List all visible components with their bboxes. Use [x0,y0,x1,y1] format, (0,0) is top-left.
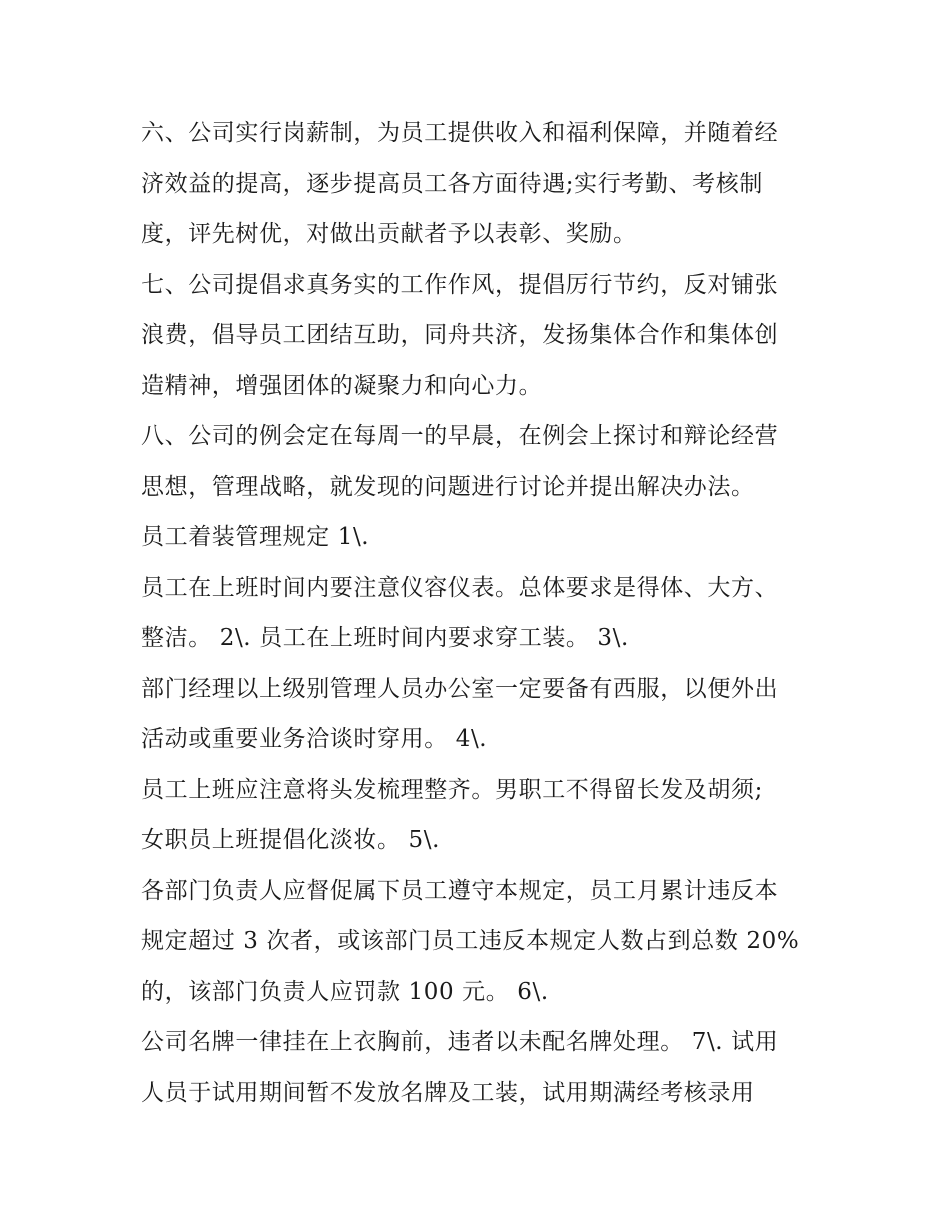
document-body [141,108,821,1118]
paragraph-line: 思想，管理战略，就发现的问题进行讨论并提出解决办法。 [141,473,755,500]
dress-code-rule-6 [141,1017,821,1118]
dress-code-rule-4 [141,765,821,866]
paragraph-line: 人员于试用期间暂不发放名牌及工装，试用期满经考核录用 [141,1079,755,1106]
paragraph-line: 七、公司提倡求真务实的工作作风，提倡厉行节约，反对铺张 [141,271,779,298]
dress-code-rule-3 [141,664,821,765]
dress-code-title [141,512,821,563]
paragraph-line: 规定超过 3 次者，或该部门员工违反本规定人数占到总数 20% [141,928,800,954]
paragraph-line: 造精神，增强团体的凝聚力和向心力。 [141,372,543,399]
paragraph-line: 各部门负责人应督促属下员工遵守本规定，员工月累计违反本 [141,877,779,904]
dress-code-rule-1 [141,563,821,664]
paragraph-line: 浪费，倡导员工团结互助，同舟共济，发扬集体合作和集体创 [141,322,779,348]
paragraph-item-7 [141,260,821,412]
paragraph-line: 度，评先树优，对做出贡献者予以表彰、奖励。 [141,221,637,247]
paragraph-line: 女职员上班提倡化淡妆。 5\. [141,827,441,853]
paragraph-line: 员工上班应注意将头发梳理整齐。男职工不得留长发及胡须; [141,776,763,803]
dress-code-rule-5 [141,866,821,1018]
paragraph-line: 的，该部门负责人应罚款 100 元。 6\. [141,978,549,1005]
paragraph-line: 部门经理以上级别管理人员办公室一定要备有西服，以便外出 [141,675,779,702]
paragraph-line: 济效益的提高，逐步提高员工各方面待遇;实行考勤、考核制 [141,170,763,197]
paragraph-line: 六、公司实行岗薪制，为员工提供收入和福利保障，并随着经 [141,120,779,146]
paragraph-line: 八、公司的例会定在每周一的早晨，在例会上探讨和辩论经营 [141,423,779,449]
paragraph-line: 员工着装管理规定 1\. [141,524,370,550]
paragraph-line: 员工在上班时间内要注意仪容仪表。总体要求是得体、大方、 [141,574,779,601]
paragraph-item-8 [141,411,821,512]
paragraph-item-6 [141,108,821,260]
paragraph-line: 活动或重要业务洽谈时穿用。 4\. [141,726,488,752]
paragraph-line: 整洁。 2\. 员工在上班时间内要求穿工装。 3\. [141,625,629,651]
paragraph-line: 公司名牌一律挂在上衣胸前，违者以未配名牌处理。 7\. 试用 [141,1029,779,1055]
